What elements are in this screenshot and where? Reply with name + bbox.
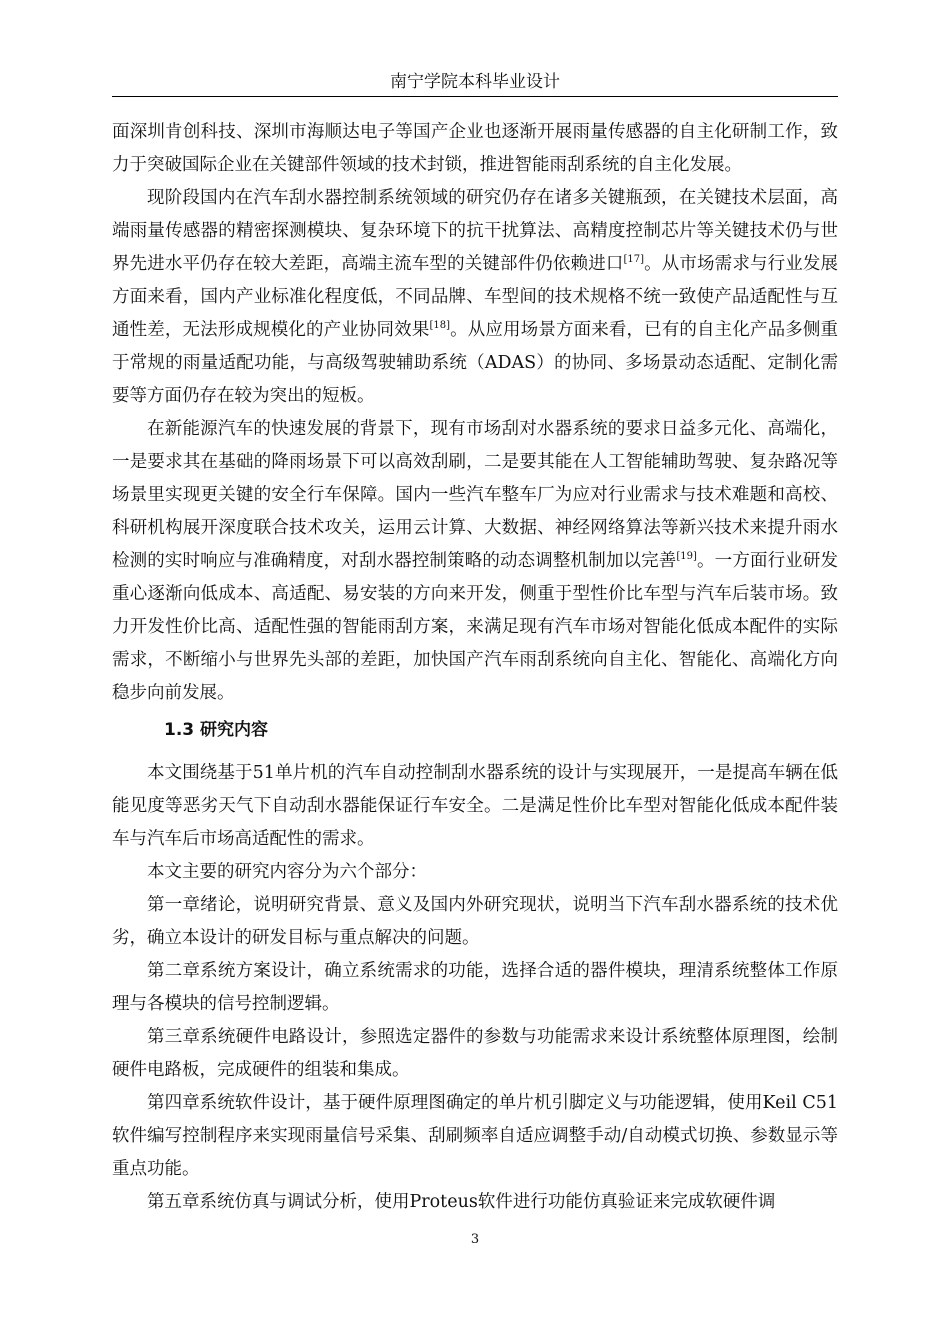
citation-17: [17]	[623, 254, 644, 266]
section-heading: 1.3 研究内容	[164, 720, 269, 740]
citation-19: [19]	[676, 551, 697, 563]
paragraph-2	[112, 182, 838, 413]
paragraph-2-part-a: 现阶段国内在汽车刮水器控制系统领域的研究仍存在诸多关键瓶颈，在关键技术层面，高端雨量传感器的精密探测模块、复杂环境下的抗干扰算法、高精度控制芯片等关键技术仍与世界先进水平仍存在较大差距，高端主流车型的关键部件仍依赖进口	[112, 188, 838, 274]
paragraph-8: 第三章系统硬件电路设计，参照选定器件的参数与功能需求来设计系统整体原理图，绘制硬件电路板，完成硬件的组装和集成。	[112, 1027, 838, 1080]
paragraph-3	[112, 413, 838, 710]
paragraph-3-part-b: 。一方面行业研发重心逐渐向低成本、高适配、易安装的方向来开发，侧重于型性价比车型与汽车后装市场。致力开发性价比高、适配性强的智能雨刮方案，来满足现有汽车市场对智能化低成本配件的实际需求，不断缩小与世界先头部的差距，加快国产汽车雨刮系统向自主化、智能化、高端化方向稳步向前发展。	[112, 551, 838, 703]
header-rule	[112, 96, 838, 97]
paragraph-10: 第五章系统仿真与调试分析，使用Proteus软件进行功能仿真验证来完成软硬件调	[147, 1192, 776, 1212]
paragraph-2-part-c: 。从应用场景方面来看，已有的自主化产品多侧重于常规的雨量适配功能，与高级驾驶辅助系统（ADAS）的协同、多场景动态适配、定制化需要等方面仍存在较为突出的短板。	[112, 320, 839, 406]
paragraph-5: 本文主要的研究内容分为六个部分：	[147, 862, 427, 882]
document-body	[112, 116, 838, 1219]
paragraph-6: 第一章绪论，说明研究背景、意义及国内外研究现状，说明当下汽车刮水器系统的技术优劣，确立本设计的研发目标与重点解决的问题。	[112, 895, 838, 948]
paragraph-7: 第二章系统方案设计，确立系统需求的功能，选择合适的器件模块，理清系统整体工作原理与各模块的信号控制逻辑。	[112, 961, 838, 1014]
page-header: 南宁学院本科毕业设计	[390, 72, 560, 92]
citation-18: [18]	[429, 320, 450, 332]
paragraph-2-part-b: 。从市场需求与行业发展方面来看，国内产业标准化程度低，不同品牌、车型间的技术规格不统一致使产品适配性与互通性差，无法形成规模化的产业协同效果	[112, 254, 839, 340]
paragraph-4: 本文围绕基于51单片机的汽车自动控制刮水器系统的设计与实现展开，一是提高车辆在低能见度等恶劣天气下自动刮水器能保证行车安全。二是满足性价比车型对智能化低成本配件装车与汽车后市场高适配性的需求。	[112, 763, 838, 849]
paragraph-1: 面深圳肯创科技、深圳市海顺达电子等国产企业也逐渐开展雨量传感器的自主化研制工作，致力于突破国际企业在关键部件领域的技术封锁，推进智能雨刮系统的自主化发展。	[112, 122, 838, 175]
paragraph-9: 第四章系统软件设计，基于硬件原理图确定的单片机引脚定义与功能逻辑，使用Keil C51软件编写控制程序来实现雨量信号采集、刮刷频率自适应调整手动/自动模式切换、参数显示等重点功能。	[112, 1093, 838, 1179]
page-number: 3	[470, 1232, 480, 1247]
paragraph-3-part-a: 在新能源汽车的快速发展的背景下，现有市场刮对水器系统的要求日益多元化、高端化，一是要求其在基础的降雨场景下可以高效刮刷，二是要其能在人工智能辅助驾驶、复杂路况等场景里实现更关键的安全行车保障。国内一些汽车整车厂为应对行业需求与技术难题和高校、科研机构展开深度联合技术攻关，运用云计算、大数据、神经网络算法等新兴技术来提升雨水检测的实时响应与准确精度，对刮水器控制策略的动态调整机制加以完善	[112, 419, 838, 571]
